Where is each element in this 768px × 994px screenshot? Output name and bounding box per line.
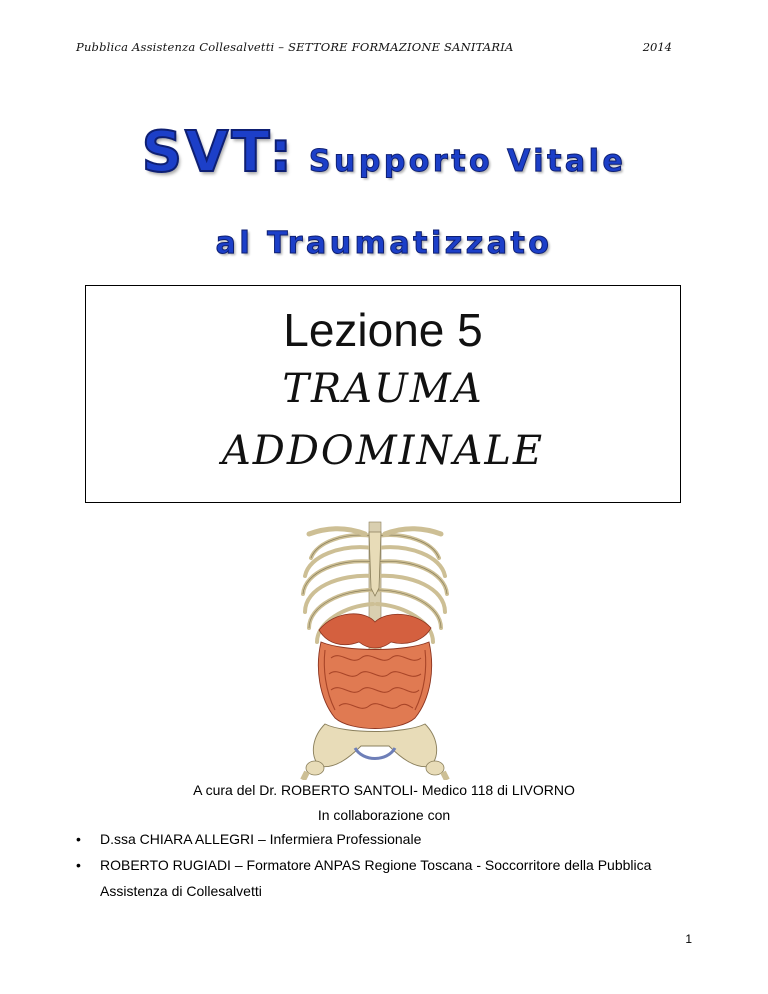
author-credit: A cura del Dr. ROBERTO SANTOLI- Medico 118 di LIVORNO: [193, 782, 575, 798]
title-subtitle-2: al Traumatizzato: [215, 226, 553, 261]
collaboration-label: In collaborazione con: [317, 807, 451, 823]
title-line-1: [0, 120, 768, 185]
contributor-text: D.ssa CHIARA ALLEGRI – Infermiera Professionale: [100, 831, 422, 847]
lesson-topic-line-2: ADDOMINALE: [221, 428, 545, 474]
list-item: [76, 852, 716, 904]
bullet: •: [76, 857, 81, 873]
bullet: •: [76, 831, 81, 847]
contributors-list: [76, 826, 716, 904]
title-line-2: [0, 226, 768, 261]
title-acronym: SVT:: [141, 120, 295, 185]
title-subtitle: Supporto Vitale: [308, 144, 627, 179]
page-number: 1: [685, 932, 692, 946]
lesson-topic-line-1: TRAUMA: [282, 366, 484, 412]
abdomen-anatomy-illustration: [295, 518, 455, 780]
lesson-number: Lezione 5: [283, 304, 483, 356]
lesson-box: [85, 285, 681, 503]
list-item: [76, 826, 716, 852]
contributor-text: ROBERTO RUGIADI – Formatore ANPAS Regione Toscana - Soccorritore della Pubblica Assistenza di Collesalvetti: [100, 857, 652, 899]
header-year: 2014: [642, 40, 672, 54]
header-organization: Pubblica Assistenza Collesalvetti – SETTORE FORMAZIONE SANITARIA: [76, 40, 514, 54]
